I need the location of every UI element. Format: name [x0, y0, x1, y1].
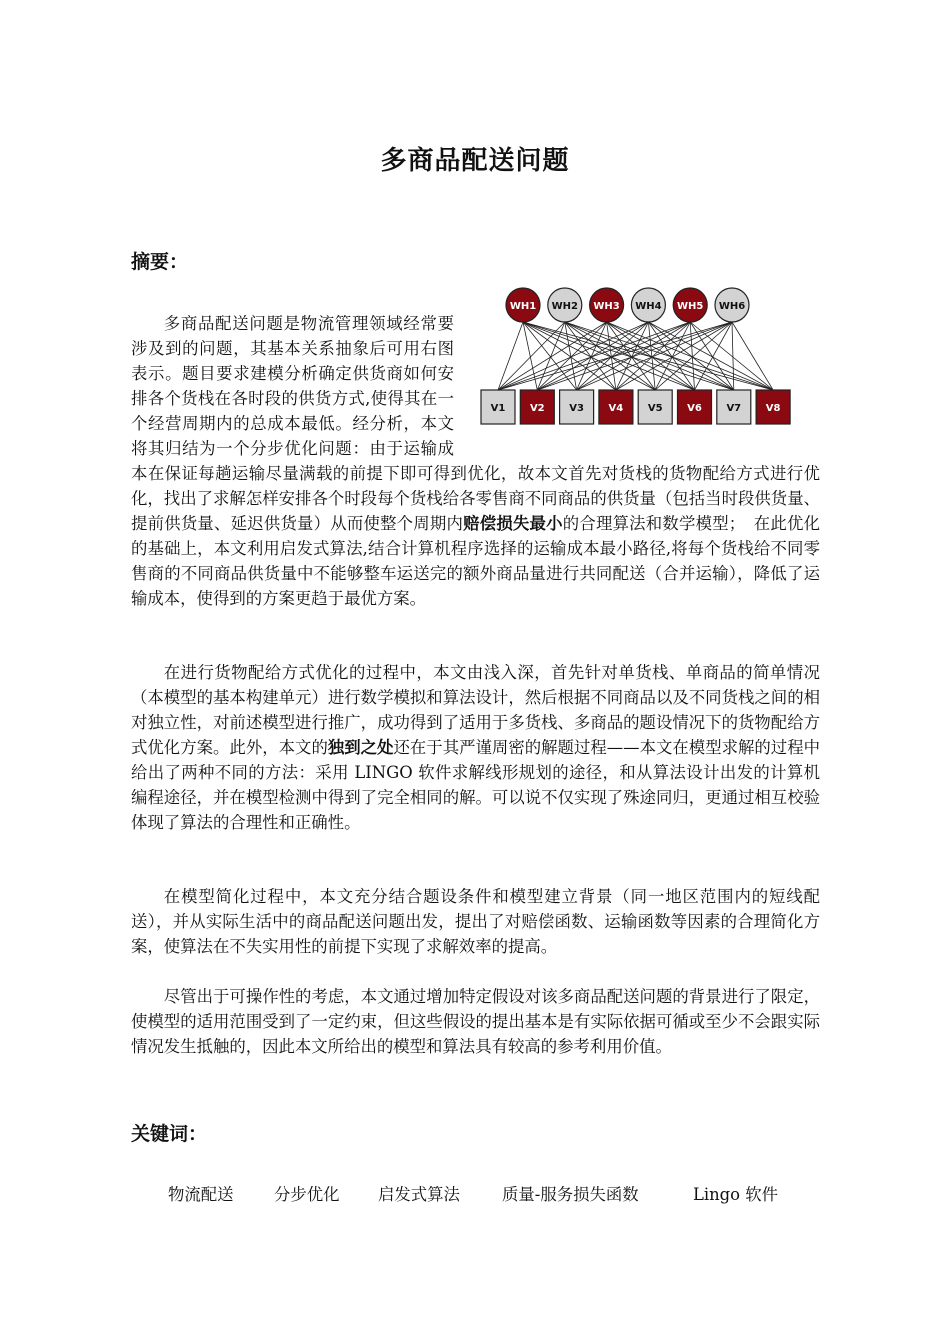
- abstract-p2-text-a: 在进行货物配给方式优化的过程中，本文由浅入深，首先针对单货栈、单商品的简单情况（本模型的基本构建单元）进行数学模拟和算法设计，然后根据不同商品以及不同货栈之间的相对独立性，对前述模型进行推广，成功得到了适用于多货栈、多商品的题设情况下的货物配给方式优化方案。此外，本文的: [131, 663, 820, 757]
- retailer-label: V1: [490, 403, 506, 414]
- network-edge: [695, 322, 733, 390]
- warehouse-label: WH1: [509, 301, 537, 312]
- abstract-heading: 摘要：: [131, 251, 189, 273]
- network-edge: [648, 322, 694, 390]
- abstract-p2-emphasis: 独到之处: [327, 738, 394, 757]
- abstract-p1-text-c: 的合理算法和数学模型； 在此优化的基础上，本文利用启发式算法,结合计算机程序选择的运输成本最小路径,将每个货栈给不同零售商的不同商品供货量中不能够整车运送完的额外商品量进行共同配送（合并运输），降低了运输成本，使得到的方案更趋于最优方案。: [131, 514, 821, 608]
- network-edge: [616, 322, 690, 390]
- network-edge: [565, 322, 695, 390]
- retailer-label: V5: [647, 403, 663, 414]
- warehouse-label: WH6: [718, 301, 746, 312]
- keyword-item: 物流配送: [168, 1185, 234, 1204]
- abstract-paragraph-4: 尽管出于可操作性的考虑，本文通过增加特定假设对该多商品配送问题的背景进行了限定，使模型的适用范围受到了一定约束，但这些假设的提出基本是有实际依据可循或至少不会跟实际情况发生抵触的，因此本文所给出的模型和算法具有较高的参考利用价值。: [131, 987, 820, 1056]
- warehouse-label: WH5: [677, 301, 704, 312]
- retailer-label: V8: [765, 403, 781, 414]
- warehouse-label: WH4: [635, 301, 662, 312]
- abstract-paragraph-2: [131, 660, 820, 835]
- network-edge: [498, 322, 732, 390]
- keyword-item: 分步优化: [274, 1185, 340, 1204]
- network-edge: [565, 322, 655, 390]
- retailer-label: V4: [608, 403, 624, 414]
- retailer-label: V2: [529, 403, 545, 414]
- page-title: 多商品配送问题: [380, 146, 570, 176]
- network-edge: [523, 322, 537, 390]
- abstract-p1-emphasis: 赔偿损失最小: [463, 514, 563, 533]
- keywords-list: [168, 1182, 828, 1208]
- warehouse-label: WH2: [551, 301, 578, 312]
- abstract-p2-text-c: 还在于其严谨周密的解题过程——本文在模型求解的过程中给出了两种不同的方法：采用 LINGO 软件求解线形规划的途径，和从算法设计出发的计算机编程途径，并在模型检测中得到了完全相同的解。可以说不仅实现了殊途同归，更通过相互校验体现了算法的合理性和正确性。: [131, 738, 821, 832]
- retailer-label: V6: [687, 403, 702, 414]
- retailer-label: V3: [569, 403, 584, 414]
- warehouse-label: WH3: [593, 301, 620, 312]
- retailer-label: V7: [726, 403, 742, 414]
- keyword-item: Lingo 软件: [693, 1185, 779, 1204]
- abstract-p1-text-a: 多商品配送问题是物流管理领域经常要涉及到的问题，其基本关系抽象后可用右图表示。题目要求建模分析确定供货商如何安排各个货栈在各时段的供货方式,使得其在一个经营周期内的总成本最低。经分析，本文将其归结为一个分步优化问题：由于运输成本在保证每趟运输尽量满载的前提下即可得到优化，故本文首先对货栈的货物配给方式进行优化，找出了求解怎样安排各个时段每个货栈给各零售商不同商品的供货量（包括当时段供货量、提前供货量、延迟供货量）从而使整个周期内: [131, 314, 820, 533]
- network-edge: [607, 322, 695, 390]
- abstract-paragraph-1: [131, 301, 821, 611]
- network-diagram: [464, 285, 820, 445]
- abstract-paragraph-3: 在模型简化过程中，本文充分结合题设条件和模型建立背景（同一地区范围内的短线配送），并从实际生活中的商品配送问题出发，提出了对赔偿函数、运输函数等因素的合理简化方案，使算法在不失实用性的前提下实现了求解效率的提高。: [131, 887, 820, 956]
- network-edge: [498, 322, 523, 390]
- keyword-item: 启发式算法: [378, 1185, 460, 1204]
- network-edge: [498, 322, 648, 390]
- keyword-item: 质量-服务损失函数: [502, 1185, 639, 1204]
- network-edge: [577, 322, 649, 390]
- keywords-heading: 关键词：: [131, 1123, 208, 1145]
- network-edge: [732, 322, 773, 390]
